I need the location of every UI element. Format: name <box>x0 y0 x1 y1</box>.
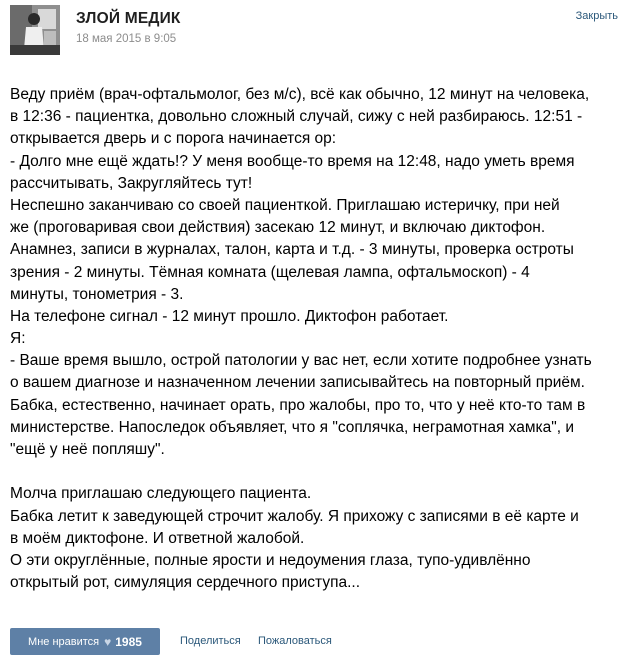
heart-icon: ♥ <box>104 634 112 649</box>
close-button[interactable]: Закрыть <box>575 10 618 22</box>
like-label: Мне нравится <box>28 635 100 648</box>
post-line: - Ваше время вышло, острой патологии у вас нет, если хотите подробнее узнать <box>10 352 592 370</box>
post-line: "ещё у неё попляшу". <box>10 441 165 458</box>
post-line: - Долго мне ещё ждать!? У меня вообще-то время на 12:48, надо уметь время <box>10 152 575 170</box>
report-link[interactable]: Пожаловаться <box>258 635 332 647</box>
post-line: в 12:36 - пациентка, довольно сложный случай, сижу с ней разбираюсь. 12:51 - <box>10 108 583 126</box>
post-line: зрения - 2 минуты. Тёмная комната (щелевая лампа, офтальмоскоп) - 4 <box>10 263 530 281</box>
post-line: Анамнез, записи в журналах, талон, карта и т.д. - 3 минуты, проверка остроты <box>10 241 574 259</box>
post-line: Веду приём (врач-офтальмолог, без м/с), всё как обычно, 12 минут на человека, <box>10 86 590 103</box>
post-text <box>10 84 618 594</box>
like-count: 1985 <box>115 634 142 649</box>
post-line: Бабка, естественно, начинает орать, про жалобы, про то, что у неё кто-то там в <box>10 396 586 414</box>
paragraph-break <box>10 461 618 483</box>
post-line: рассчитывать, Закругляйтесь тут! <box>10 174 253 192</box>
post-line: в моём диктофоне. И ответной жалобой. <box>10 529 305 547</box>
avatar-photo <box>10 5 60 55</box>
post-line: Бабка летит к заведующей строчит жалобу. Я прихожу с записями в её карте и <box>10 507 579 525</box>
post-line: На телефоне сигнал - 12 минут прошло. Диктофон работает. <box>10 307 449 325</box>
post-line: же (проговаривая свои действия) засекаю 12 минут, и включаю диктофон. <box>10 219 546 237</box>
post-header <box>0 0 628 62</box>
post-line: о вашем диагнозе и назначенном лечении записывайтесь на повторный приём. <box>10 374 585 392</box>
post-date[interactable]: 18 мая 2015 в 9:05 <box>76 33 177 45</box>
author-name[interactable]: ЗЛОЙ МЕДИК <box>76 10 181 27</box>
post-line: минуты, тонометрия - 3. <box>10 285 184 303</box>
avatar[interactable] <box>10 5 60 55</box>
post-actions <box>10 628 618 656</box>
like-button[interactable] <box>10 628 160 655</box>
post-line: открывается дверь и с порога начинается ор: <box>10 130 337 148</box>
post-line: открытый рот, симуляция сердечного приступа... <box>10 574 360 592</box>
share-link[interactable]: Поделиться <box>180 635 241 647</box>
post-line: Неспешно заканчиваю со своей пациенткой. Приглашаю истеричку, при ней <box>10 196 560 214</box>
post-line: Я: <box>10 330 26 348</box>
post-line: Молча приглашаю следующего пациента. <box>10 485 312 503</box>
post-line: министерстве. Напоследок объявляет, что я "соплячка, неграмотная хамка", и <box>10 418 575 436</box>
post-line: О эти округлённые, полные ярости и недоумения глаза, тупо-удивлённо <box>10 551 531 569</box>
